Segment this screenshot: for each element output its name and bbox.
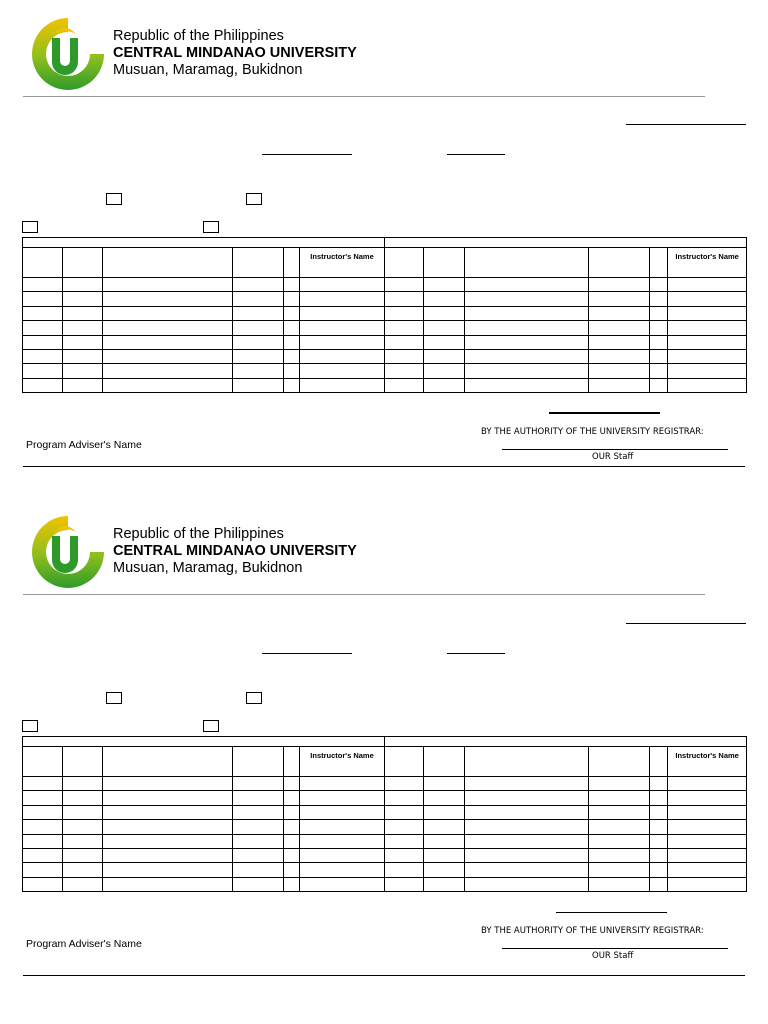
table-cell[interactable] xyxy=(424,349,465,363)
table-cell[interactable] xyxy=(284,278,300,292)
staff-label: OUR Staff xyxy=(592,452,634,462)
program-adviser-label: Program Adviser's Name xyxy=(26,938,142,950)
table-cell[interactable] xyxy=(385,349,424,363)
table-cell[interactable] xyxy=(650,364,668,378)
table-cell[interactable] xyxy=(63,777,103,791)
instructor-header-left: Instructor's Name xyxy=(300,248,385,278)
table-cell[interactable] xyxy=(589,335,650,349)
republic-line: Republic of the Philippines xyxy=(113,28,284,44)
university-name: CENTRAL MINDANAO UNIVERSITY xyxy=(113,543,357,559)
table-cell[interactable] xyxy=(650,292,668,306)
table-cell[interactable] xyxy=(668,834,747,848)
letterhead xyxy=(113,526,357,577)
table-cell[interactable] xyxy=(63,877,103,891)
table-cell[interactable] xyxy=(465,378,589,392)
table-cell[interactable] xyxy=(589,820,650,834)
table-cell[interactable] xyxy=(63,378,103,392)
table-cell[interactable] xyxy=(284,777,300,791)
table-cell[interactable] xyxy=(424,292,465,306)
table-cell[interactable] xyxy=(284,292,300,306)
table-row xyxy=(23,306,747,320)
table-cell[interactable] xyxy=(284,364,300,378)
instructor-header-right: Instructor's Name xyxy=(668,747,747,777)
checkbox-option-2[interactable] xyxy=(246,193,262,205)
signature-line-top[interactable] xyxy=(549,412,660,414)
table-row xyxy=(23,292,747,306)
table-cell[interactable] xyxy=(284,335,300,349)
blank-field-line-a[interactable] xyxy=(262,653,352,654)
table-cell[interactable] xyxy=(465,777,589,791)
table-cell[interactable] xyxy=(465,834,589,848)
table-cell[interactable] xyxy=(668,349,747,363)
table-cell[interactable] xyxy=(589,848,650,862)
table-cell[interactable] xyxy=(668,278,747,292)
table-cell[interactable] xyxy=(424,378,465,392)
table-cell[interactable] xyxy=(284,877,300,891)
checkbox-option-4[interactable] xyxy=(203,221,219,233)
table-cell[interactable] xyxy=(385,863,424,877)
table-cell[interactable] xyxy=(589,306,650,320)
table-cell[interactable] xyxy=(23,877,63,891)
table-cell[interactable] xyxy=(103,378,233,392)
table-body xyxy=(23,777,747,892)
table-cell[interactable] xyxy=(668,820,747,834)
table-cell[interactable] xyxy=(465,848,589,862)
table-cell[interactable] xyxy=(63,791,103,805)
table-cell[interactable] xyxy=(465,877,589,891)
table-cell[interactable] xyxy=(668,863,747,877)
date-field-line[interactable] xyxy=(626,623,746,624)
table-cell[interactable] xyxy=(23,863,63,877)
right-section-header xyxy=(385,238,747,248)
staff-signature-line[interactable] xyxy=(502,948,728,949)
table-cell[interactable] xyxy=(284,349,300,363)
table-cell[interactable] xyxy=(103,805,233,819)
table-cell[interactable] xyxy=(424,805,465,819)
subjects-table xyxy=(22,736,747,892)
table-cell[interactable] xyxy=(103,791,233,805)
table-cell[interactable] xyxy=(650,820,668,834)
table-cell[interactable] xyxy=(650,378,668,392)
table-cell[interactable] xyxy=(424,820,465,834)
letterhead xyxy=(113,28,357,79)
table-cell[interactable] xyxy=(385,848,424,862)
table-cell[interactable] xyxy=(63,278,103,292)
table-cell[interactable] xyxy=(103,292,233,306)
table-row xyxy=(23,278,747,292)
table-cell[interactable] xyxy=(385,278,424,292)
table-cell[interactable] xyxy=(650,848,668,862)
table-cell[interactable] xyxy=(424,364,465,378)
table-cell[interactable] xyxy=(103,335,233,349)
table-row xyxy=(23,321,747,335)
table-cell[interactable] xyxy=(589,791,650,805)
blank-field-line-a[interactable] xyxy=(262,154,352,155)
table-cell[interactable] xyxy=(23,278,63,292)
table-cell[interactable] xyxy=(385,877,424,891)
table-cell[interactable] xyxy=(650,834,668,848)
table-cell[interactable] xyxy=(465,278,589,292)
table-cell[interactable] xyxy=(650,863,668,877)
table-cell[interactable] xyxy=(23,848,63,862)
table-cell[interactable] xyxy=(650,777,668,791)
table-cell[interactable] xyxy=(650,877,668,891)
table-cell[interactable] xyxy=(300,335,385,349)
table-header-row xyxy=(23,238,747,248)
checkbox-option-3[interactable] xyxy=(22,720,38,732)
table-cell[interactable] xyxy=(300,834,385,848)
table-cell[interactable] xyxy=(465,292,589,306)
table-cell[interactable] xyxy=(424,306,465,320)
table-cell[interactable] xyxy=(668,378,747,392)
date-field-line[interactable] xyxy=(626,124,746,125)
table-cell[interactable] xyxy=(23,364,63,378)
table-cell[interactable] xyxy=(300,378,385,392)
table-cell[interactable] xyxy=(424,791,465,805)
table-cell[interactable] xyxy=(668,321,747,335)
table-cell[interactable] xyxy=(589,777,650,791)
table-cell[interactable] xyxy=(424,877,465,891)
table-cell[interactable] xyxy=(385,834,424,848)
table-cell[interactable] xyxy=(385,321,424,335)
university-logo-icon xyxy=(24,14,106,90)
table-header-row xyxy=(23,737,747,747)
table-cell[interactable] xyxy=(385,292,424,306)
table-cell[interactable] xyxy=(233,364,284,378)
table-cell[interactable] xyxy=(300,877,385,891)
table-cell[interactable] xyxy=(23,805,63,819)
table-cell[interactable] xyxy=(385,820,424,834)
instructor-header-left: Instructor's Name xyxy=(300,747,385,777)
table-cell[interactable] xyxy=(424,777,465,791)
table-cell[interactable] xyxy=(103,777,233,791)
table-cell[interactable] xyxy=(465,805,589,819)
table-cell[interactable] xyxy=(63,863,103,877)
table-cell[interactable] xyxy=(23,777,63,791)
header-divider xyxy=(23,96,705,97)
table-row xyxy=(23,378,747,392)
table-cell[interactable] xyxy=(589,278,650,292)
table-row xyxy=(23,791,747,805)
table-cell[interactable] xyxy=(650,791,668,805)
table-cell[interactable] xyxy=(589,805,650,819)
table-cell[interactable] xyxy=(233,777,284,791)
table-cell[interactable] xyxy=(300,349,385,363)
footer-divider xyxy=(23,975,745,976)
table-cell[interactable] xyxy=(233,805,284,819)
table-cell[interactable] xyxy=(103,349,233,363)
table-cell[interactable] xyxy=(23,378,63,392)
table-cell[interactable] xyxy=(668,292,747,306)
table-cell[interactable] xyxy=(465,335,589,349)
table-row xyxy=(23,820,747,834)
table-column-header-row xyxy=(23,248,747,278)
form-copy-1 xyxy=(0,0,768,500)
table-cell[interactable] xyxy=(63,805,103,819)
table-cell[interactable] xyxy=(668,805,747,819)
table-cell[interactable] xyxy=(103,877,233,891)
checkbox-option-4[interactable] xyxy=(203,720,219,732)
table-cell[interactable] xyxy=(233,820,284,834)
table-cell[interactable] xyxy=(385,378,424,392)
table-cell[interactable] xyxy=(103,306,233,320)
table-cell[interactable] xyxy=(650,335,668,349)
table-cell[interactable] xyxy=(465,321,589,335)
checkbox-option-3[interactable] xyxy=(22,221,38,233)
table-row xyxy=(23,877,747,891)
left-section-header xyxy=(23,238,385,248)
table-cell[interactable] xyxy=(650,805,668,819)
table-cell[interactable] xyxy=(424,278,465,292)
table-cell[interactable] xyxy=(23,834,63,848)
table-cell[interactable] xyxy=(385,791,424,805)
table-cell[interactable] xyxy=(23,292,63,306)
table-cell[interactable] xyxy=(668,306,747,320)
table-cell[interactable] xyxy=(233,877,284,891)
university-address: Musuan, Maramag, Bukidnon xyxy=(113,62,303,78)
table-cell[interactable] xyxy=(424,321,465,335)
table-cell[interactable] xyxy=(668,848,747,862)
table-cell[interactable] xyxy=(284,863,300,877)
table-cell[interactable] xyxy=(233,848,284,862)
left-section-header xyxy=(23,737,385,747)
checkbox-option-1[interactable] xyxy=(106,692,122,704)
table-body xyxy=(23,278,747,393)
table-cell[interactable] xyxy=(385,306,424,320)
table-cell[interactable] xyxy=(284,378,300,392)
table-cell[interactable] xyxy=(650,321,668,335)
table-cell[interactable] xyxy=(233,378,284,392)
table-cell[interactable] xyxy=(424,834,465,848)
table-cell[interactable] xyxy=(385,805,424,819)
table-cell[interactable] xyxy=(589,292,650,306)
table-row xyxy=(23,834,747,848)
table-cell[interactable] xyxy=(233,321,284,335)
table-cell[interactable] xyxy=(233,791,284,805)
table-cell[interactable] xyxy=(424,863,465,877)
table-cell[interactable] xyxy=(668,335,747,349)
authority-label: BY THE AUTHORITY OF THE UNIVERSITY REGISTRAR: xyxy=(481,427,704,437)
table-cell[interactable] xyxy=(300,863,385,877)
table-cell[interactable] xyxy=(233,335,284,349)
table-cell[interactable] xyxy=(668,777,747,791)
university-logo-icon xyxy=(24,512,106,588)
table-cell[interactable] xyxy=(589,321,650,335)
table-cell[interactable] xyxy=(103,364,233,378)
table-cell[interactable] xyxy=(23,349,63,363)
checkbox-option-1[interactable] xyxy=(106,193,122,205)
program-adviser-label: Program Adviser's Name xyxy=(26,439,142,451)
table-cell[interactable] xyxy=(103,820,233,834)
table-cell[interactable] xyxy=(385,777,424,791)
table-cell[interactable] xyxy=(63,349,103,363)
table-cell[interactable] xyxy=(650,278,668,292)
table-cell[interactable] xyxy=(63,292,103,306)
table-cell[interactable] xyxy=(63,834,103,848)
table-row xyxy=(23,364,747,378)
table-cell[interactable] xyxy=(103,321,233,335)
staff-label: OUR Staff xyxy=(592,951,634,961)
table-cell[interactable] xyxy=(589,364,650,378)
table-cell[interactable] xyxy=(465,791,589,805)
footer-divider xyxy=(23,466,745,467)
table-cell[interactable] xyxy=(284,321,300,335)
table-cell[interactable] xyxy=(23,791,63,805)
republic-line: Republic of the Philippines xyxy=(113,526,284,542)
blank-field-line-b[interactable] xyxy=(447,653,505,654)
table-cell[interactable] xyxy=(650,349,668,363)
signature-line-top[interactable] xyxy=(556,912,667,913)
table-row xyxy=(23,777,747,791)
form-copy-2 xyxy=(0,498,768,998)
table-cell[interactable] xyxy=(63,335,103,349)
university-name: CENTRAL MINDANAO UNIVERSITY xyxy=(113,45,357,61)
table-cell[interactable] xyxy=(465,820,589,834)
table-cell[interactable] xyxy=(300,777,385,791)
table-cell[interactable] xyxy=(284,834,300,848)
table-cell[interactable] xyxy=(233,292,284,306)
table-row xyxy=(23,335,747,349)
table-cell[interactable] xyxy=(63,820,103,834)
table-cell[interactable] xyxy=(668,877,747,891)
table-row xyxy=(23,805,747,819)
table-cell[interactable] xyxy=(465,306,589,320)
table-cell[interactable] xyxy=(300,321,385,335)
table-cell[interactable] xyxy=(63,306,103,320)
table-cell[interactable] xyxy=(103,834,233,848)
table-cell[interactable] xyxy=(23,321,63,335)
table-cell[interactable] xyxy=(284,306,300,320)
blank-field-line-b[interactable] xyxy=(447,154,505,155)
subjects-table xyxy=(22,237,747,393)
table-cell[interactable] xyxy=(385,364,424,378)
header-divider xyxy=(23,594,705,595)
table-cell[interactable] xyxy=(300,306,385,320)
table-cell[interactable] xyxy=(63,364,103,378)
checkbox-option-2[interactable] xyxy=(246,692,262,704)
university-address: Musuan, Maramag, Bukidnon xyxy=(113,560,303,576)
table-cell[interactable] xyxy=(589,863,650,877)
table-cell[interactable] xyxy=(589,378,650,392)
table-row xyxy=(23,349,747,363)
table-cell[interactable] xyxy=(63,848,103,862)
table-cell[interactable] xyxy=(385,335,424,349)
table-cell[interactable] xyxy=(233,834,284,848)
table-cell[interactable] xyxy=(23,335,63,349)
table-cell[interactable] xyxy=(300,791,385,805)
table-cell[interactable] xyxy=(300,848,385,862)
table-cell[interactable] xyxy=(23,306,63,320)
table-cell[interactable] xyxy=(284,820,300,834)
table-cell[interactable] xyxy=(233,863,284,877)
table-cell[interactable] xyxy=(300,364,385,378)
table-cell[interactable] xyxy=(233,349,284,363)
table-cell[interactable] xyxy=(103,863,233,877)
table-cell[interactable] xyxy=(284,848,300,862)
table-cell[interactable] xyxy=(103,278,233,292)
table-cell[interactable] xyxy=(589,877,650,891)
table-cell[interactable] xyxy=(300,278,385,292)
table-column-header-row xyxy=(23,747,747,777)
table-cell[interactable] xyxy=(465,364,589,378)
table-cell[interactable] xyxy=(233,306,284,320)
table-cell[interactable] xyxy=(284,805,300,819)
table-cell[interactable] xyxy=(589,349,650,363)
table-cell[interactable] xyxy=(424,335,465,349)
table-cell[interactable] xyxy=(650,306,668,320)
staff-signature-line[interactable] xyxy=(502,449,728,450)
table-cell[interactable] xyxy=(233,278,284,292)
table-cell[interactable] xyxy=(465,863,589,877)
table-cell[interactable] xyxy=(103,848,233,862)
table-row xyxy=(23,848,747,862)
table-cell[interactable] xyxy=(300,805,385,819)
table-cell[interactable] xyxy=(63,321,103,335)
table-cell[interactable] xyxy=(668,791,747,805)
table-cell[interactable] xyxy=(589,834,650,848)
table-cell[interactable] xyxy=(284,791,300,805)
right-section-header xyxy=(385,737,747,747)
table-cell[interactable] xyxy=(424,848,465,862)
table-cell[interactable] xyxy=(300,820,385,834)
table-cell[interactable] xyxy=(465,349,589,363)
table-row xyxy=(23,863,747,877)
table-cell[interactable] xyxy=(300,292,385,306)
table-cell[interactable] xyxy=(668,364,747,378)
instructor-header-right: Instructor's Name xyxy=(668,248,747,278)
authority-label: BY THE AUTHORITY OF THE UNIVERSITY REGISTRAR: xyxy=(481,926,704,936)
table-cell[interactable] xyxy=(23,820,63,834)
